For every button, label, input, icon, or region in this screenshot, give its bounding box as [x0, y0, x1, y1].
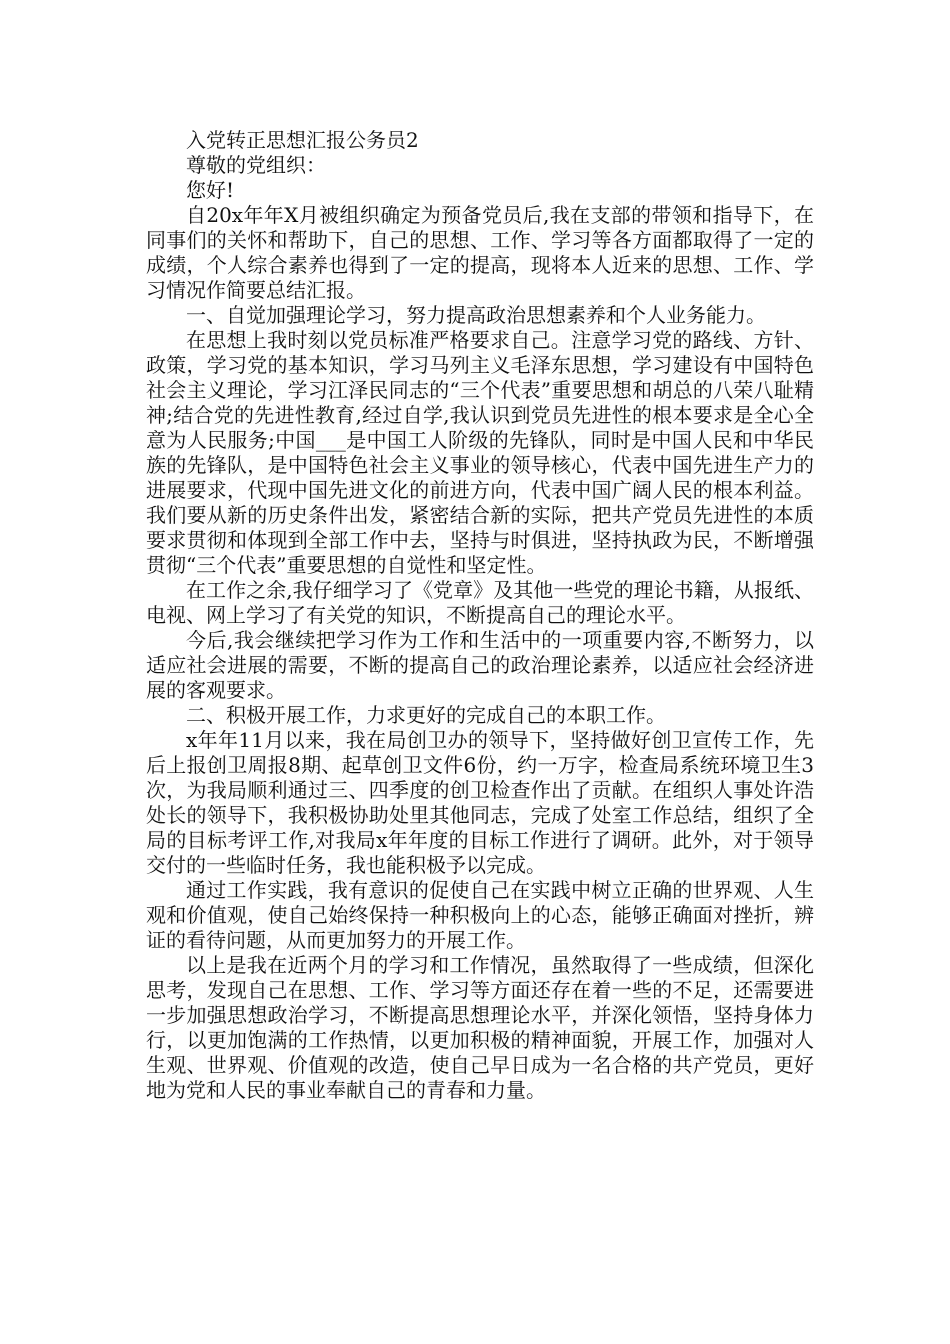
- document-body: [146, 128, 814, 1103]
- paragraph-study: 在工作之余,我仔细学习了《党章》及其他一些党的理论书籍，从报纸、电视、网上学习了有关党的知识，不断提高自己的理论水平。: [146, 578, 814, 627]
- paragraph-future: 今后,我会继续把学习作为工作和生活中的一项重要内容,不断努力，以适应社会进展的需要，不断的提高自己的政治理论素养，以适应社会经济进展的客观要求。: [146, 628, 814, 702]
- document-title: 入党转正思想汇报公务员2: [186, 128, 419, 152]
- section-heading-1: 一、自觉加强理论学习，努力提高政治思想素养和个人业务能力。: [186, 303, 766, 327]
- greeting: 您好!: [186, 178, 235, 202]
- salutation: 尊敬的党组织：: [186, 153, 326, 177]
- paragraph-intro: 自20x年年X月被组织确定为预备党员后,我在支部的带领和指导下，在同事们的关怀和帮助下，自己的思想、工作、学习等各方面都取得了一定的成绩，个人综合素养也得到了一定的提高，现将本人近来的思想、工作、学习情况作简要总结汇报。: [146, 203, 814, 302]
- paragraph-thought: 在思想上我时刻以党员标准严格要求自己。注意学习党的路线、方针、政策，学习党的基本知识，学习马列主义毛泽东思想，学习建设有中国特色社会主义理论，学习江泽民同志的“三个代表”重要思想和胡总的八荣八耻精神;结合党的先进性教育,经过自学,我认识到党员先进性的根本要求是全心全意为人民服务;中国___是中国工人阶级的先锋队，同时是中国人民和中华民族的先锋队，是中国特色社会主义事业的领导核心，代表中国先进生产力的进展要求，代现中国先进文化的前进方向，代表中国广阔人民的根本利益。我们要从新的历史条件出发，紧密结合新的实际，把共产党员先进性的本质要求贯彻和体现到全部工作中去，坚持与时俱进，坚持执政为民，不断增强贯彻“三个代表”重要思想的自觉性和坚定性。: [146, 328, 814, 577]
- paragraph-practice: 通过工作实践，我有意识的促使自己在实践中树立正确的世界观、人生观和价值观，使自己始终保持一种积极向上的心态，能够正确面对挫折，辨证的看待问题，从而更加努力的开展工作。: [146, 878, 814, 952]
- paragraph-conclusion: 以上是我在近两个月的学习和工作情况，虽然取得了一些成绩，但深化思考，发现自己在思想、工作、学习等方面还存在着一些的不足，还需要进一步加强思想政治学习，不断提高思想理论水平，并深化领悟，坚持身体力行，以更加饱满的工作热情，以更加积极的精神面貌，开展工作，加强对人生观、世界观、价值观的改造，使自己早日成为一名合格的共产党员，更好地为党和人民的事业奉献自己的青春和力量。: [146, 953, 814, 1102]
- section-heading-2: 二、积极开展工作，力求更好的完成自己的本职工作。: [186, 703, 666, 727]
- paragraph-work: x年年11月以来，我在局创卫办的领导下，坚持做好创卫宣传工作，先后上报创卫周报8期、起草创卫文件6份，约一万字，检查局系统环境卫生3次，为我局顺利通过三、四季度的创卫检查作出了贡献。在组织人事处许浩处长的领导下，我积极协助处里其他同志，完成了处室工作总结，组织了全局的目标考评工作,对我局x年年度的目标工作进行了调研。此外，对于领导交付的一些临时任务，我也能积极予以完成。: [146, 728, 814, 877]
